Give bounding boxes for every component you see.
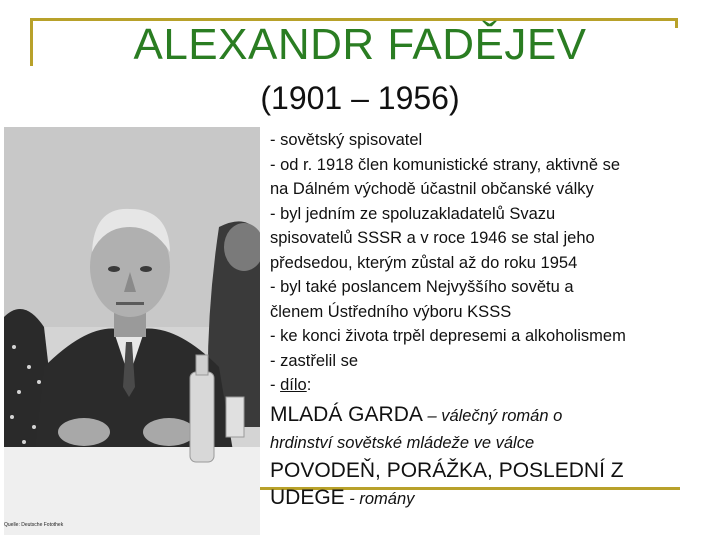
bio-line: - byl také poslancem Nejvyššího sovětu a	[270, 278, 574, 296]
bio-line: členem Ústředního výboru KSSS	[270, 302, 512, 321]
work-title-udege: UDEGE	[270, 485, 345, 509]
work-desc-romany: - romány	[344, 489, 415, 508]
dilo-label: dílo	[280, 376, 307, 394]
slide-subtitle: (1901 – 1956)	[260, 80, 460, 116]
portrait-photo	[4, 127, 260, 535]
bio-line: - zastřelil se	[270, 351, 359, 370]
work-udege-line	[270, 484, 710, 513]
dilo-suffix: :	[306, 376, 312, 394]
bio-line: - byl jedním ze spoluzakladatelů Svazu	[270, 204, 556, 223]
bio-line: spisovatelů SSSR a v roce 1946 se stal jeho	[270, 229, 595, 247]
bio-line: na Dálném východě účastnil občanské války	[270, 180, 594, 198]
portrait-illustration	[4, 127, 260, 535]
dilo-prefix: -	[270, 376, 281, 394]
photo-credit: Quelle: Deutsche Fotothek	[4, 522, 64, 528]
work-title-mlada-garda: MLADÁ GARDA	[270, 402, 423, 426]
dilo-line	[270, 373, 710, 398]
work-povoden-title: POVODEŇ, PORÁŽKA, POSLEDNÍ Z	[270, 458, 624, 482]
bio-line: předsedou, kterým zůstal až do roku 1954	[270, 253, 578, 272]
bio-line: - od r. 1918 člen komunistické strany, aktivně se	[270, 155, 621, 174]
work-desc-mlada-garda: – válečný román o	[422, 406, 563, 425]
work-desc-line2: hrdinství sovětské mládeže ve válce	[270, 433, 535, 452]
work-mlada-garda	[270, 402, 710, 429]
bio-text	[270, 128, 710, 513]
slide-title: ALEXANDR FADĚJEV	[133, 20, 587, 69]
bio-line: - sovětský spisovatel	[270, 131, 423, 149]
bio-line: - ke konci života trpěl depresemi a alkoholismem	[270, 327, 626, 345]
